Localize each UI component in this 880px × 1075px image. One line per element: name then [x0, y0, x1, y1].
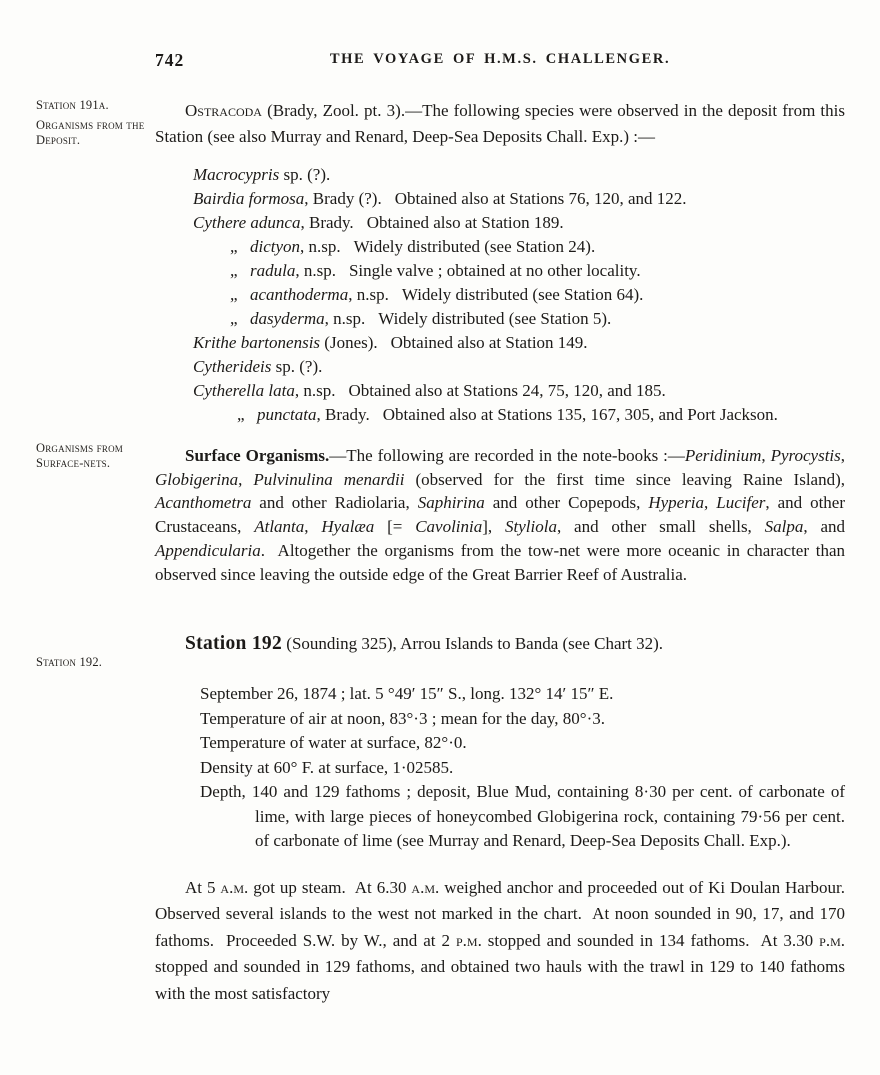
- detail-depth-deposit: Depth, 140 and 129 fathoms ; deposit, Blue Mud, containing 8·30 per cent. of carbonate of lime, with large pieces of honeycombed Globigerina rock, containing 79·56 per cent. of carbonate of lime (see Murray and Renard, Deep-Sea Deposits Chall. Exp.).: [200, 782, 850, 851]
- page-number: 742: [155, 50, 185, 70]
- species-row-krithe-bartonensis: Krithe bartonensis (Jones). Obtained also at Station 149.: [193, 333, 588, 352]
- text-column: [155, 50, 854, 1007]
- detail-date-position: September 26, 1874 ; lat. 5 °49′ 15″ S., long. 132° 14′ 15″ E.: [200, 684, 614, 704]
- margin-note-station-192: Station 192.: [36, 655, 103, 669]
- narrative-paragraph: At 5 a.m. got up steam. At 6.30 a.m. weighed anchor and proceeded out of Ki Doulan Harbour. Observed several islands to the west not marked in the chart. At noon sounded in 90, 17, and 170 fathoms. Proceeded S.W. by W., and at 2 p.m. stopped and sounded in 134 fathoms. At 3.30 p.m. stopped and sounded in 129 fathoms, and obtained two hauls with the trawl in 129 to 140 fathoms with the most satisfactory: [155, 877, 854, 1003]
- detail-temperature-air: Temperature of air at noon, 83°·3 ; mean for the day, 80°·3.: [200, 708, 605, 728]
- species-row-cythere-acanthoderma: „ acanthoderma, n.sp. Widely distributed (see Station 64).: [230, 285, 644, 304]
- surface-organisms-paragraph: Surface Organisms.—The following are recorded in the note-books :—Peridinium, Pyrocystis, Globigerina, Pulvinulina menardii (observed for the first time since leaving Raine Island), Acanthometra and other Radiolaria, Saphirina and other Copepods, Hyperia, Lucifer, and other Crustaceans, Atlanta, Hyalæa [= Cavolinia], Styliola, and other small shells, Salpa, and Appendicularia. Altogether the organisms from the tow-net were more oceanic in character than observed since leaving the outside edge of the Great Barrier Reef of Australia.: [155, 446, 850, 584]
- detail-temperature-water: Temperature of water at surface, 82°·0.: [200, 733, 467, 753]
- species-row-cythere-dictyon: „ dictyon, n.sp. Widely distributed (see Station 24).: [230, 237, 596, 256]
- margin-note-organisms-deposit: Organisms from the Deposit.: [36, 118, 145, 147]
- species-row-cytherella-punctata: „ punctata, Brady. Obtained also at Stations 135, 167, 305, and Port Jackson.: [237, 405, 778, 424]
- species-list: [155, 163, 845, 427]
- species-row-cytherideis: Cytherideis sp. (?).: [193, 357, 323, 376]
- margin-note-station-191a: Station 191a.: [36, 98, 109, 112]
- species-row-cythere-dasyderma: „ dasyderma, n.sp. Widely distributed (see Station 5).: [230, 309, 612, 328]
- species-row-macrocypris: Macrocypris sp. (?).: [193, 165, 331, 184]
- ostracoda-paragraph: Ostracoda (Brady, Zool. pt. 3).—The following species were observed in the deposit from this Station (see also Murray and Renard, Deep-Sea Deposits Chall. Exp.) :—: [155, 101, 850, 146]
- station-192-heading: Station 192 (Sounding 325), Arrou Islands to Banda (see Chart 32).: [185, 633, 664, 655]
- margin-note-organisms-surface-nets: Organisms from Surface-nets.: [36, 441, 123, 470]
- running-title: THE VOYAGE OF H.M.S. CHALLENGER.: [329, 51, 671, 67]
- species-row-cytherella-lata: Cytherella lata, n.sp. Obtained also at Stations 24, 75, 120, and 185.: [193, 381, 666, 400]
- species-row-cythere-radula: „ radula, n.sp. Single valve ; obtained at no other locality.: [230, 261, 641, 280]
- page-header: [155, 50, 845, 72]
- station-192-details: [155, 682, 850, 854]
- species-row-cythere-adunca: Cythere adunca, Brady. Obtained also at Station 189.: [193, 213, 564, 232]
- species-row-bairdia-formosa: Bairdia formosa, Brady (?). Obtained also at Stations 76, 120, and 122.: [193, 189, 687, 208]
- detail-density: Density at 60° F. at surface, 1·02585.: [200, 757, 454, 777]
